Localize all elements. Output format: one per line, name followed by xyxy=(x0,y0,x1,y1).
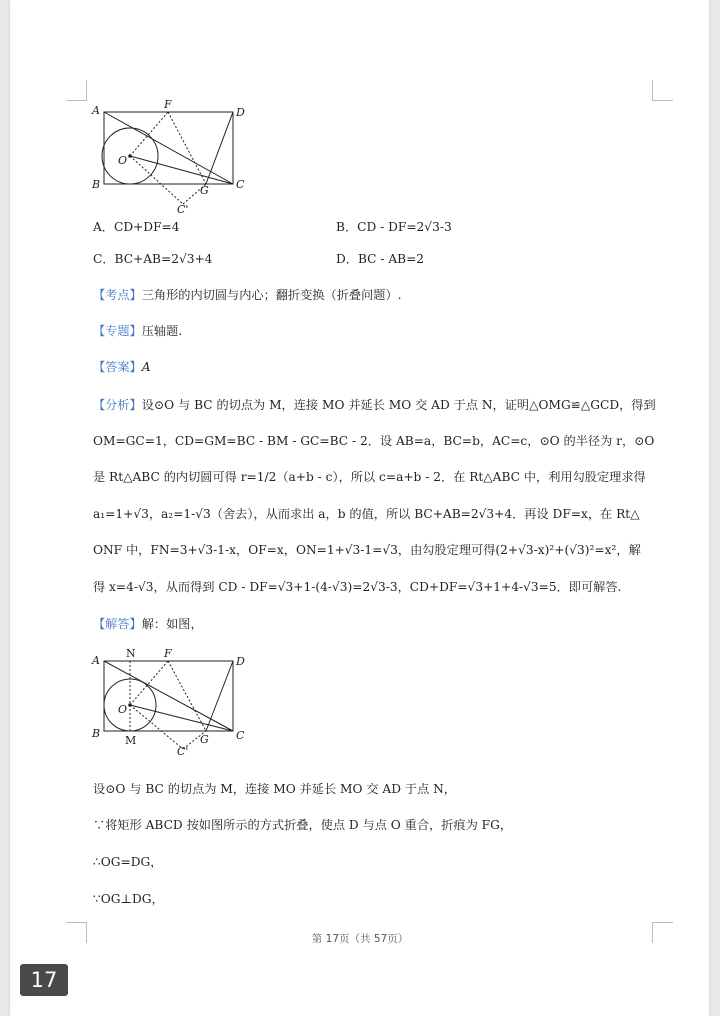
kaodian-tag: 【考点】 xyxy=(93,288,142,302)
crop-mark-top-left xyxy=(66,80,87,101)
option-c: C．BC+AB=2√3+4 xyxy=(93,252,213,266)
kaodian-row xyxy=(93,286,690,304)
option-d: D．BC - AB=2 xyxy=(336,252,425,266)
option-b: B．CD - DF=2√3-3 xyxy=(336,220,452,234)
label-a: A xyxy=(92,654,100,667)
page-number-badge: 17 xyxy=(20,964,68,996)
label-c-prime: C' xyxy=(177,745,189,755)
daan-row xyxy=(93,358,690,376)
label-c: C xyxy=(236,178,245,191)
label-a: A xyxy=(92,104,100,117)
daan-tag: 【答案】 xyxy=(93,360,142,374)
label-f: F xyxy=(164,98,172,111)
label-c: C xyxy=(236,729,245,742)
label-b: B xyxy=(92,727,101,740)
crop-mark-top-right xyxy=(652,80,673,101)
label-o: O xyxy=(118,154,128,167)
fenxi-line-5: ONF 中，FN=3+√3-1-x，OF=x，ON=1+√3-1=√3，由勾股定理可得(2+√3-x)²+(√3)²=x²，解 xyxy=(93,543,641,557)
fenxi-row-1 xyxy=(93,396,690,414)
zhuanti-row xyxy=(93,322,690,340)
jieda-tag: 【解答】 xyxy=(93,617,142,631)
fenxi-line-4: a₁=1+√3，a₂=1-√3（舍去），从而求出 a，b 的值，所以 BC+AB=2√3+4．再设 DF=x，在 Rt△ xyxy=(93,507,640,521)
label-f: F xyxy=(164,647,172,660)
fenxi-line-2: OM=GC=1，CD=GM=BC - BM - GC=BC - 2．设 AB=a，BC=b，AC=c，⊙O 的半径为 r，⊙O xyxy=(93,434,655,448)
label-g: G xyxy=(200,733,209,746)
label-d: D xyxy=(236,106,245,119)
label-d: D xyxy=(236,655,245,668)
zhuanti-tag: 【专题】 xyxy=(93,324,142,338)
label-g: G xyxy=(200,184,209,197)
jieda-row xyxy=(93,615,690,633)
label-b: B xyxy=(92,178,101,191)
label-n: N xyxy=(126,647,136,660)
daan-text: A xyxy=(141,360,151,374)
label-o: O xyxy=(118,703,128,716)
fenxi-tag: 【分析】 xyxy=(93,398,142,412)
fenxi-line-3: 是 Rt△ABC 的内切圆可得 r=1/2（a+b - c），所以 c=a+b - 2．在 Rt△ABC 中，利用勾股定理求得 xyxy=(93,470,646,484)
solution-line-2: ∵将矩形 ABCD 按如图所示的方式折叠，使点 D 与点 O 重合，折痕为 FG， xyxy=(93,818,513,832)
solution-line-1: 设⊙O 与 BC 的切点为 M，连接 MO 并延长 MO 交 AD 于点 N， xyxy=(93,782,456,796)
jieda-text: 解：如图， xyxy=(141,617,203,631)
option-a: A．CD+DF=4 xyxy=(93,220,180,234)
geometry-figure-2 xyxy=(88,645,248,755)
solution-line-4: ∵OG⊥DG， xyxy=(93,892,164,906)
solution-line-3: ∴OG=DG， xyxy=(93,855,163,869)
page-footer: 第 17页（共 57页） xyxy=(311,933,409,945)
kaodian-text: 三角形的内切圆与内心；翻折变换（折叠问题）. xyxy=(141,288,402,302)
geometry-figure-1 xyxy=(88,98,248,214)
zhuanti-text: 压轴题. xyxy=(141,324,183,338)
label-c-prime: C' xyxy=(177,203,189,214)
fenxi-line-6: 得 x=4-√3，从而得到 CD - DF=√3+1-(4-√3)=2√3-3，CD+DF=√3+1+4-√3=5．即可解答. xyxy=(93,580,622,594)
label-m: M xyxy=(125,734,137,747)
fenxi-line-1: 设⊙O 与 BC 的切点为 M，连接 MO 并延长 MO 交 AD 于点 N，证明△OMG≌△GCD，得到 xyxy=(141,398,656,412)
